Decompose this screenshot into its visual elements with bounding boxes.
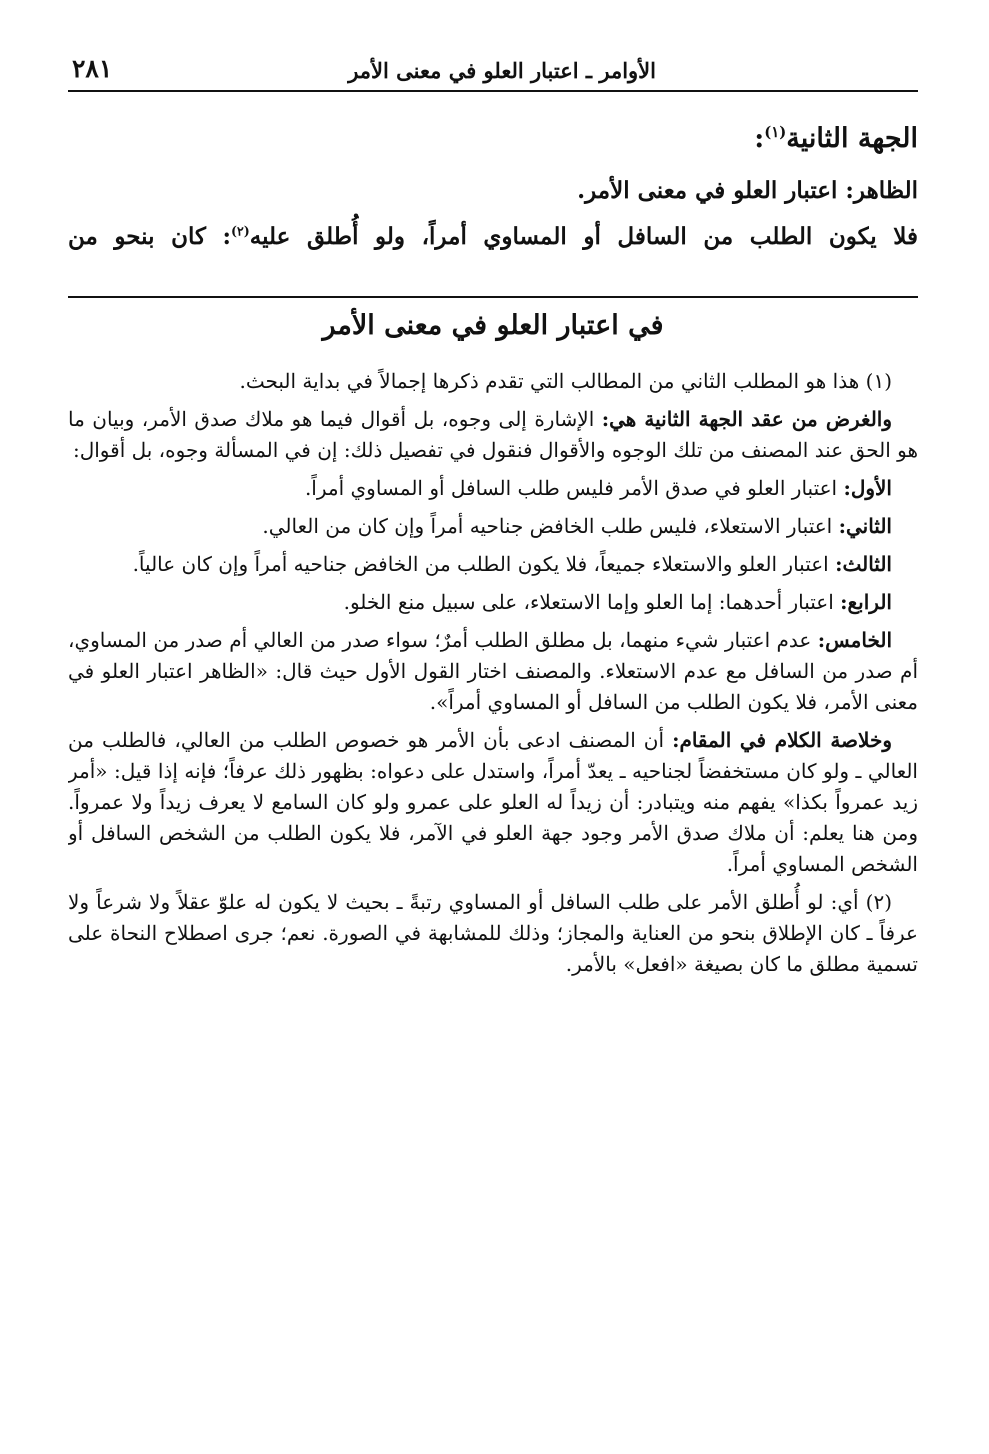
commentary-title: في اعتبار العلو في معنى الأمر	[322, 310, 664, 341]
section-heading: الجهة الثانية$^{(١)}$:	[754, 123, 918, 154]
footnote-ref-1: (١)	[764, 123, 787, 141]
opinion-3: الثالث: اعتبار العلو والاستعلاء جميعاً، فلا يكون الطلب من الخافض جناحيه أمراً وإن كان عالياً.	[132, 552, 892, 576]
main-paragraph-1: الظاهر: اعتبار العلو في معنى الأمر.	[577, 177, 918, 204]
opinion-1: الأول: اعتبار العلو في صدق الأمر فليس طلب السافل أو المساوي أمراً.	[304, 476, 892, 500]
opinion-5: الخامس: عدم اعتبار شيء منهما، بل مطلق الطلب أمرٌ؛ سواء صدر من العالي أم صدر من المساوي، أم صدر من السافل مع عدم الاستعلاء. والمصنف اختار القول الأول حيث قال: «الظاهر اعتبار العلو في معنى الأمر، فلا يكون الطلب من السافل أو المساوي أمراً».	[68, 628, 918, 714]
footnote-1: (١) هذا هو المطلب الثاني من المطالب التي تقدم ذكرها إجمالاً في بداية البحث.	[239, 369, 892, 393]
footnote-2: (٢) أي: لو أُطلق الأمر على طلب السافل أو المساوي رتبةً ـ بحيث لا يكون له علوّ عقلاً ولا شرعاً ولا عرفاً ـ كان الإطلاق بنحو من العناية والمجاز؛ وذلك للمشابهة في الصورة. نعم؛ جرى اصطلاح النحاة على تسمية مطلق ما كان بصيغة «افعل» بالأمر.	[68, 890, 918, 976]
commentary-body	[68, 366, 918, 1426]
footnote-ref-2: (٢)	[231, 223, 250, 239]
footnote-divider	[68, 296, 918, 298]
main-paragraph-2: فلا يكون الطلب من السافل أو المساوي أمراً، ولو أُطلق عليه$^{(٢)}$: كان بنحو من	[68, 223, 918, 250]
opinion-2: الثاني: اعتبار الاستعلاء، فليس طلب الخافض جناحيه أمراً وإن كان من العالي.	[262, 514, 892, 538]
page-number: ٢٨١	[72, 54, 113, 83]
main-text	[68, 120, 918, 256]
purpose-paragraph: والغرض من عقد الجهة الثانية هي: الإشارة إلى وجوه، بل أقوال فيما هو ملاك صدق الأمر، وبيان ما هو الحق عند المصنف من تلك الوجوه والأقوال فنقول في تفصيل ذلك: إن في المسألة وجوه، بل أقوال:	[68, 407, 918, 462]
running-title: الأوامر ـ اعتبار العلو في معنى الأمر	[348, 58, 656, 83]
page-header	[68, 50, 918, 92]
summary-paragraph: وخلاصة الكلام في المقام: أن المصنف ادعى بأن الأمر هو خصوص الطلب من العالي، فالطلب من العالي ـ ولو كان مستخفضاً لجناحيه ـ يعدّ أمراً، واستدل على دعواه: بظهور ذلك عرفاً؛ فإنه إذا قيل: «أمر زيد عمرواً بكذا» يفهم منه ويتبادر: أن زيداً له العلو على عمرو ولو كان السامع لا يعرف زيداً ولا عمرواً. ومن هنا يعلم: أن ملاك صدق الأمر وجود جهة العلو في الآمر، فلا يكون الطلب من الشخص السافل أو الشخص المساوي أمراً.	[68, 728, 918, 876]
opinion-4: الرابع: اعتبار أحدهما: إما العلو وإما الاستعلاء، على سبيل منع الخلو.	[343, 590, 892, 614]
